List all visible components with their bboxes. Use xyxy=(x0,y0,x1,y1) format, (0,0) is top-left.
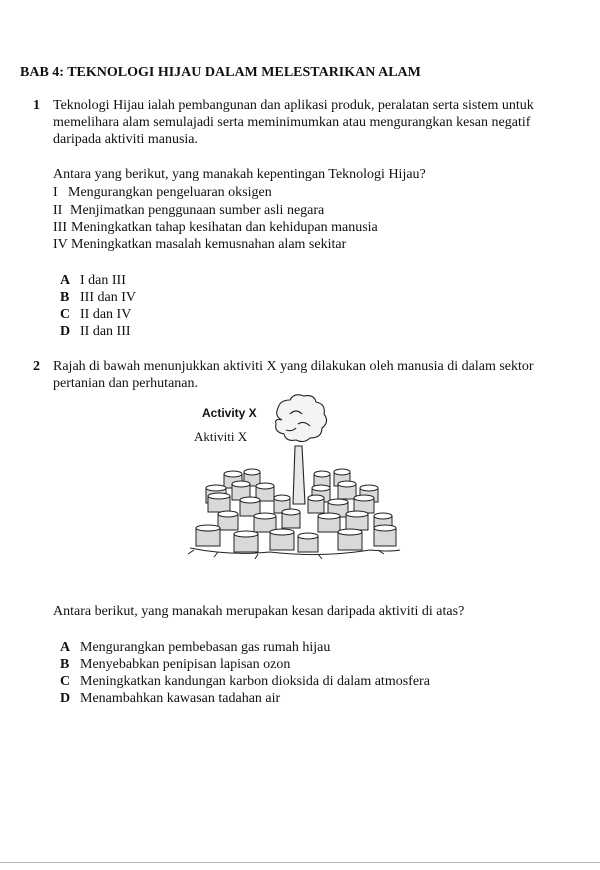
chapter-title: BAB 4: TEKNOLOGI HIJAU DALAM MELESTARIKAN ALAM xyxy=(20,65,421,80)
statement-roman: III xyxy=(53,220,67,235)
option-letter: C xyxy=(60,307,71,322)
question-1-prompt: Antara yang berikut, yang manakah kepentingan Teknologi Hijau? xyxy=(53,167,426,182)
option-text: Menyebabkan penipisan lapisan ozon xyxy=(80,657,291,672)
question-2-stem-line-2: pertanian dan perhutanan. xyxy=(53,376,198,391)
statement-roman: IV xyxy=(53,237,68,252)
option-letter: D xyxy=(60,691,71,706)
option-letter: D xyxy=(60,324,71,339)
option-text: III dan IV xyxy=(80,290,136,305)
question-1-number: 1 xyxy=(33,98,40,113)
question-2-prompt: Antara berikut, yang manakah merupakan kesan daripada aktiviti di atas? xyxy=(53,604,465,619)
question-1-stem-line-1: Teknologi Hijau ialah pembangunan dan aplikasi produk, peralatan serta sistem untuk xyxy=(53,98,534,113)
option-text: II dan IV xyxy=(80,307,132,322)
option-letter: C xyxy=(60,674,71,689)
option-text: Meningkatkan kandungan karbon dioksida di dalam atmosfera xyxy=(80,674,430,689)
statement-text: Meningkatkan masalah kemusnahan alam sekitar xyxy=(71,237,347,252)
figure-label-english: Activity X xyxy=(202,406,257,420)
option-text: I dan III xyxy=(80,273,126,288)
statement-roman: II xyxy=(53,203,63,218)
option-text: Menambahkan kawasan tadahan air xyxy=(80,691,281,706)
option-letter: A xyxy=(60,640,71,655)
option-letter: A xyxy=(60,273,71,288)
question-2-number: 2 xyxy=(33,359,40,374)
statement-text: Menjimatkan penggunaan sumber asli negara xyxy=(70,203,325,218)
deforestation-illustration xyxy=(178,392,418,582)
page-bottom-divider xyxy=(0,862,600,863)
statement-roman: I xyxy=(53,185,58,200)
statement-text: Meningkatkan tahap kesihatan dan kehidupan manusia xyxy=(71,220,378,235)
statement-text: Mengurangkan pengeluaran oksigen xyxy=(68,185,272,200)
question-1-stem-line-3: daripada aktiviti manusia. xyxy=(53,132,199,147)
option-letter: B xyxy=(60,290,70,305)
tree-stumps-drawing xyxy=(178,392,418,582)
option-letter: B xyxy=(60,657,70,672)
question-2-stem-line-1: Rajah di bawah menunjukkan aktiviti X yang dilakukan oleh manusia di dalam sektor xyxy=(53,359,534,374)
figure-label-malay: Aktiviti X xyxy=(194,429,248,444)
question-1-stem-line-2: memelihara alam semulajadi serta meminimumkan atau mengurangkan kesan negatif xyxy=(53,115,531,130)
option-text: II dan III xyxy=(80,324,131,339)
option-text: Mengurangkan pembebasan gas rumah hijau xyxy=(80,640,331,655)
